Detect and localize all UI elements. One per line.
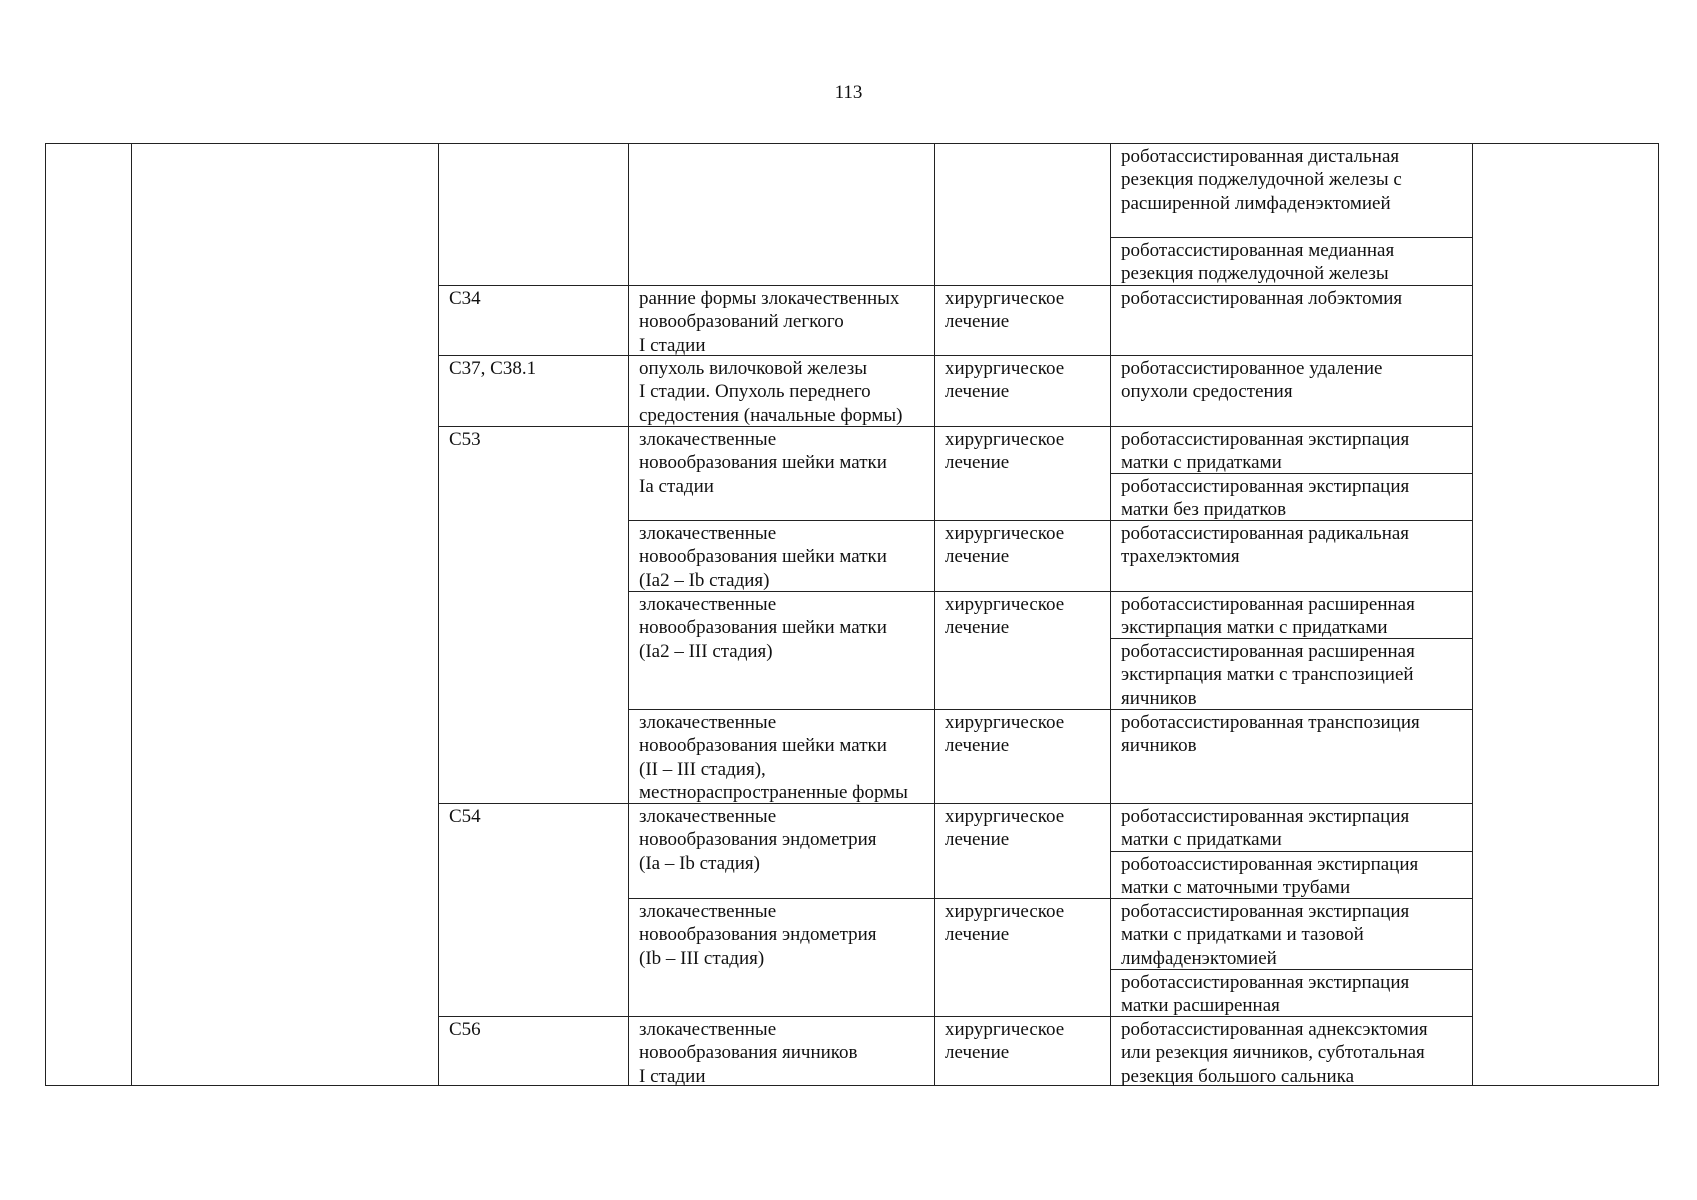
diagnosis-cell: злокачественные новообразования шейки матки (Ia2 – Ib стадия) — [639, 523, 887, 591]
method-cell: роботассистированная экстирпация матки расширенная — [1121, 972, 1410, 1017]
row-divider — [438, 803, 1472, 804]
method-cell: роботассистированная экстирпация матки без придатков — [1121, 476, 1410, 521]
code-cell: C54 — [449, 806, 481, 827]
code-cell: C37, C38.1 — [449, 358, 537, 379]
treatment-cell: хирургическое лечение — [945, 594, 1065, 639]
diagnosis-cell: злокачественные новообразования яичников I стадии — [639, 1019, 858, 1087]
diagnosis-cell: злокачественные новообразования эндометрия (Ib – III стадия) — [639, 901, 877, 969]
treatment-cell: хирургическое лечение — [945, 523, 1065, 568]
treatment-cell: хирургическое лечение — [945, 358, 1065, 403]
method-cell: роботассистированная лобэктомия — [1121, 288, 1403, 309]
treatment-cell: хирургическое лечение — [945, 901, 1065, 946]
method-cell: роботассистированная расширенная экстирпация матки с придатками — [1121, 594, 1415, 639]
column-divider — [131, 143, 132, 1086]
treatment-cell: хирургическое лечение — [945, 1019, 1065, 1064]
diagnosis-cell: злокачественные новообразования шейки матки (Ia2 – III стадия) — [639, 594, 887, 662]
diagnosis-cell: ранние формы злокачественных новообразований легкого I стадии — [639, 288, 900, 356]
row-divider — [438, 426, 1472, 427]
method-cell: роботассистированная аднексэктомия или резекция яичников, субтотальная резекция большого сальника — [1121, 1019, 1428, 1087]
diagnosis-cell: злокачественные новообразования шейки матки Ia стадии — [639, 429, 887, 497]
method-cell: роботассистированная медианная резекция поджелудочной железы — [1121, 240, 1395, 285]
code-cell: C56 — [449, 1019, 481, 1040]
method-cell: роботассистированная экстирпация матки с придатками — [1121, 806, 1410, 851]
method-cell: роботассистированная расширенная экстирпация матки с транспозицией яичников — [1121, 641, 1415, 709]
method-cell: роботоассистированная экстирпация матки с маточными трубами — [1121, 854, 1419, 899]
method-cell: роботассистированная экстирпация матки с придатками — [1121, 429, 1410, 474]
diagnosis-cell: злокачественные новообразования шейки матки (II – III стадия), местнораспространенные формы — [639, 712, 908, 804]
treatment-cell: хирургическое лечение — [945, 806, 1065, 851]
method-divider — [1110, 237, 1472, 238]
method-cell: роботассистированное удаление опухоли средостения — [1121, 358, 1383, 403]
diagnosis-cell: злокачественные новообразования эндометрия (Ia – Ib стадия) — [639, 806, 877, 874]
method-cell: роботассистированная радикальная трахелэктомия — [1121, 523, 1410, 568]
method-cell: роботассистированная дистальная резекция поджелудочной железы с расширенной лимфаденэктомией — [1121, 146, 1402, 214]
page-number: 113 — [834, 82, 863, 103]
column-divider — [1472, 143, 1473, 1086]
treatment-cell: хирургическое лечение — [945, 712, 1065, 757]
row-divider — [438, 355, 1472, 356]
treatment-cell: хирургическое лечение — [945, 429, 1065, 474]
code-cell: C34 — [449, 288, 481, 309]
method-cell: роботассистированная экстирпация матки с придатками и тазовой лимфаденэктомией — [1121, 901, 1410, 969]
method-cell: роботассистированная транспозиция яичников — [1121, 712, 1420, 757]
diagnosis-cell: опухоль вилочковой железы I стадии. Опухоль переднего средостения (начальные формы) — [639, 358, 903, 426]
code-cell: C53 — [449, 429, 481, 450]
treatment-cell: хирургическое лечение — [945, 288, 1065, 333]
